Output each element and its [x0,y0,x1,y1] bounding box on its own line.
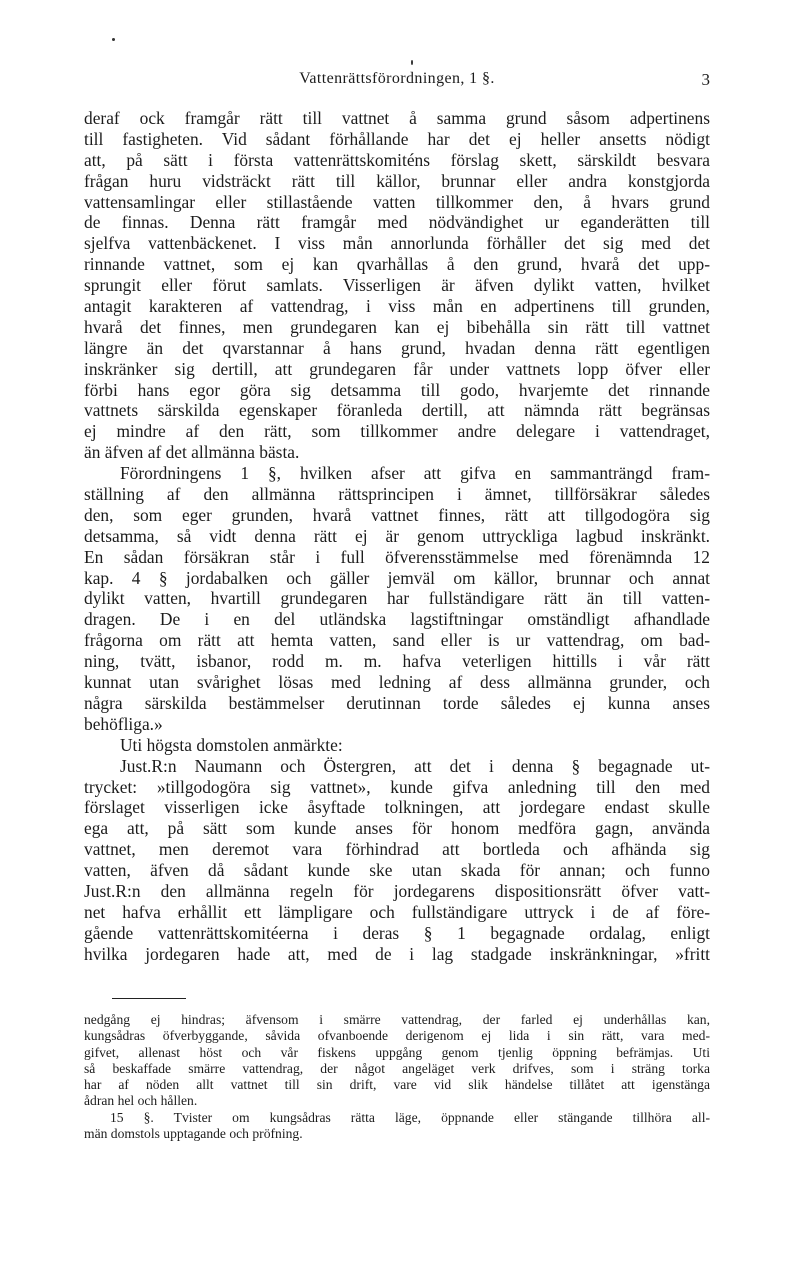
text-line: sprungit eller förut samlats. Visserligen är äfven dylikt vatten, hvilket [84,275,710,296]
text-line: frågorna om rätt att hemta vatten, sand eller is ur vattendrag, om bad- [84,630,710,651]
text-line: behöfliga.» [84,713,163,734]
text-line: ställning af den allmänna rättsprincipen i ämnet, tillförsäkrar således [84,484,710,505]
text-line: kap. 4 § jordabalken och gäller jemväl om källor, brunnar och annat [84,567,710,588]
text-line: En sådan försäkran står i full öfverensstämmelse med förenämnda 12 [84,546,710,567]
text-line: detsamma, så vidt denna rätt ej är genom uttryckliga lagbud inskränkt. [84,525,710,546]
text-line: ning, tvätt, isbanor, rodd m. m. hafva veterligen hittills i vår rätt [84,651,710,672]
text-line: gående vattenrättskomitéerna i deras § 1 begagnade ordalag, enligt [84,922,710,943]
page-number: 3 [701,70,710,89]
text-line: net hafva erhållit ett lämpligare och fullständigare uttryck i de af före- [84,901,710,922]
text-line: Just.R:n den allmänna regeln för jordegarens dispositionsrätt öfver vatt- [84,880,710,901]
text-line: hvilka jordegaren hade att, med de i lag stadgade inskränkningar, »fritt [84,943,710,964]
text-line: att, på sätt i första vattenrättskomiténs förslag skett, särskildt besvara [84,149,710,170]
footnote-rule [112,998,186,999]
footnote-line: 15 §. Tvister om kungsådras rätta läge, öppnande eller stängande tillhöra all- [110,1109,710,1125]
running-head [84,70,710,94]
text-line: deraf ock framgår rätt till vattnet å samma grund såsom adpertinens [84,108,710,128]
footnote-line: så beskaffade smärre vattendrag, der något angeläget verk drifves, som i sträng torka [84,1060,710,1076]
text-line: Just.R:n Naumann och Östergren, att det i denna § begagnade ut- [120,755,710,776]
print-speck-mark [112,38,115,41]
text-line: Förordningens 1 §, hvilken afser att gifva en sammanträngd fram- [120,463,710,484]
running-title: Vattenrättsförordningen, 1 §. [299,70,495,87]
text-line: den, som eger grunden, hvarå vattnet finnes, rätt att tillgodogöra sig [84,504,710,525]
footnote-line: män domstols upptagande och pröfning. [84,1126,303,1142]
text-line: de finnas. Denna rätt framgår med nödvändighet ur eganderätten till [84,212,710,233]
text-line: sjelfva vattenbäckenet. I viss mån annorlunda förhåller det sig med det [84,233,710,254]
footnotes [84,1012,710,1142]
text-line: vatten, äfven då sådant kunde ske utan skada för annan; och funno [84,860,710,881]
text-line: inskränker sig dertill, att grundegaren får under vattnets lopp öfver eller [84,358,710,379]
text-line: kunnat utan svårighet lösas med ledning af dess allmänna grunder, och [84,672,710,693]
footnote-line: ådran hel och hållen. [84,1093,198,1109]
text-line: ej mindre af den rätt, som tillkommer andre delegare i vattendraget, [84,421,710,442]
text-line: frågan huru vidsträckt rätt till källor, brunnar eller andra konstgjorda [84,170,710,191]
print-speck-mark [411,60,413,65]
text-line: några särskilda bestämmelser derutinnan torde således ej kunna anses [84,692,710,713]
text-line: förbi hans egor göra sig detsamma till godo, hvarjemte det rinnande [84,379,710,400]
body-text [84,108,710,965]
text-line: än äfven af det allmänna bästa. [84,442,300,463]
footnote-line: nedgång ej hindras; äfvensom i smärre vattendrag, der farled ej underhållas kan, [84,1012,710,1027]
text-line: vattnets särskilda egenskaper föranleda dertill, att nämnda rätt begränsas [84,400,710,421]
text-line: vattnet, men deremot vara förhindrad att bortleda och afhända sig [84,839,710,860]
text-line: trycket: »tillgodogöra sig vattnet», kunde gifva anledning till den med [84,776,710,797]
footnote-line: gifvet, allenast höst och vår fiskens uppgång genom tjenlig öppning befrämjas. Uti [84,1044,710,1060]
text-line: ega att, på sätt som kunde anses för honom medföra gagn, använda [84,818,710,839]
text-line: förslaget visserligen icke åsyftade tolkningen, att jordegare endast skulle [84,797,710,818]
text-line: antagit karakteren af vattendrag, i viss mån en adpertinens till grunden, [84,296,710,317]
text-line: dragen. De i en del utländska lagstiftningar omständligt afhandlade [84,609,710,630]
footnote-line: har af nöden allt vattnet till sin drift, vare vid slik händelse tillåtet att igenstänga [84,1077,710,1093]
text-line: vattensamlingar eller stillastående vatten tillkommer den, å hvars grund [84,191,710,212]
text-line: dylikt vatten, hvartill grundegaren har fullständigare rätt än till vatten- [84,588,710,609]
text-line: längre än det qvarstannar å hans grund, hvadan denna rätt egentligen [84,337,710,358]
text-line: hvarå det finnes, men grundegaren kan ej bibehålla sin rätt till vattnet [84,316,710,337]
text-line: rinnande vattnet, som ej kan qvarhållas å den grund, hvarå det upp- [84,254,710,275]
text-line: till fastigheten. Vid sådant förhållande har det ej heller ansetts nödigt [84,128,710,149]
footnote-line: kungsådras öfverbyggande, såvida ofvanboende derigenom ej lida i sin rätt, vara med- [84,1028,710,1044]
text-line: Uti högsta domstolen anmärkte: [120,734,343,755]
